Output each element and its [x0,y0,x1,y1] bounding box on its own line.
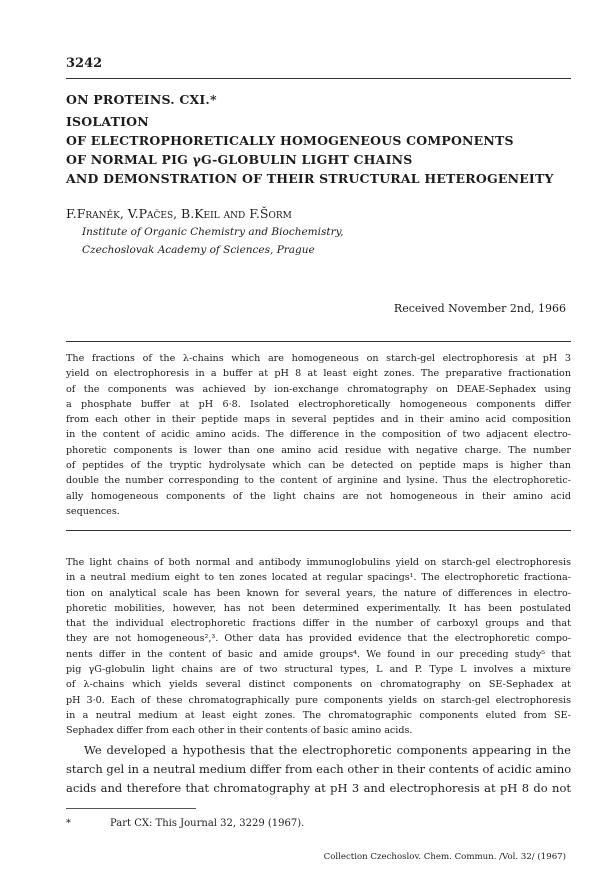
abstract-bottom-rule [66,530,571,531]
body-paragraph [66,741,571,798]
abstract-line: The fractions of the λ-chains which are homogeneous on starch-gel electrophoresis at pH 3 [66,353,571,364]
abstract-line: of the components was achieved by ion-exchange chromatography on DEAE-Sephadex using [66,383,571,395]
abstract-line: ally homogeneous components of the light chains are not homogeneous in their amino acid [66,490,571,502]
abstract-line: in the content of acidic amino acids. The difference in the composition of two adjacent electro- [66,429,571,441]
body-line: in a neutral medium at least eight zones. The chromatographic components eluted from SE- [66,709,571,721]
abstract-line: of peptides of the tryptic hydrolysate which can be detected on peptide maps is higher than [66,460,571,472]
abstract-line: yield on electrophoresis in a buffer at pH 8 at least eight zones. The preparative fractionation [66,368,571,380]
article-title [66,112,571,188]
abstract-line: double the number corresponding to the content of arginine and lysine. Thus the electrophoretic- [66,475,571,487]
body-paragraph [66,555,571,739]
footnote [66,818,304,829]
body-line: pig γG-globulin light chains are of two structural types, L and P. Type L involves a mixture [66,664,571,676]
body-line: We developed a hypothesis that the electrophoretic components appearing in the [84,743,571,757]
body-line: nents differ in the content of basic and amide groups⁴. We found in our preceding study⁵ that [66,648,571,660]
abstract-line: from each other in their peptide maps in several peptides and in their amino acid composition [66,414,571,426]
abstract-line: phoretic components is lower than one amino acid residue with negative charge. The number [66,444,571,456]
footnote-rule [66,808,196,809]
received-date: Received November 2nd, 1966 [393,302,566,315]
abstract-line: a phosphate buffer at pH 6·8. Isolated electrophoretically homogeneous components differ [66,398,571,410]
abstract-top-rule [66,341,571,342]
body-line: pH 3·0. Each of these chromatographically pure components yields on starch-gel electrophoresis [66,694,571,706]
body-line: of λ-chains which yields several distinct components on chromatography on SE-Sephadex at [66,679,571,691]
footnote-mark: * [66,818,71,829]
body-line: phoretic mobilities, however, has not been determined experimentally. It has been postulated [66,602,571,614]
body-line: they are not homogeneous²,³. Other data has provided evidence that the electrophoretic compo- [66,633,571,645]
title-line: AND DEMONSTRATION OF THEIR STRUCTURAL HETEROGENEITY [66,171,554,186]
affiliation-line: Czechoslovak Academy of Sciences, Prague [82,244,315,256]
title-line: OF ELECTROPHORETICALLY HOMOGENEOUS COMPONENTS [66,133,514,148]
title-line: ISOLATION [66,114,149,129]
affiliation-line: Institute of Organic Chemistry and Biochemistry, [82,226,344,238]
journal-citation: Collection Czechoslov. Chem. Commun. /Vol. 32/ (1967) [323,852,566,862]
body-line: The light chains of both normal and antibody immunoglobulins yield on starch-gel electrophoresis [66,557,571,568]
title-line: OF NORMAL PIG γG-GLOBULIN LIGHT CHAINS [66,152,413,167]
series-title: ON PROTEINS. CXI.* [66,92,217,107]
abstract [66,351,571,519]
page-number: 3242 [66,56,103,71]
body-line: starch gel in a neutral medium differ from each other in their contents of acidic amino [66,762,572,776]
abstract-line: sequences. [66,505,120,517]
body-line: Sephadex differ from each other in their contents of basic amino acids. [66,725,413,737]
header-rule [66,78,571,79]
authors: F.Franěk, V.Pačes, B.Keil and F.Šorm [66,206,292,221]
footnote-text: Part CX: This Journal 32, 3229 (1967). [110,818,305,829]
body-line: acids and therefore that chromatography at pH 3 and electrophoresis at pH 8 do not [66,781,571,795]
body-line: that the individual electrophoretic fractions differ in the number of carboxyl groups and that [66,618,571,630]
body-line: in a neutral medium eight to ten zones located at regular spacings¹. The electrophoretic fractiona- [66,572,571,584]
body-line: tion on analytical scale has been known for several years, the nature of differences in electro- [66,587,571,599]
